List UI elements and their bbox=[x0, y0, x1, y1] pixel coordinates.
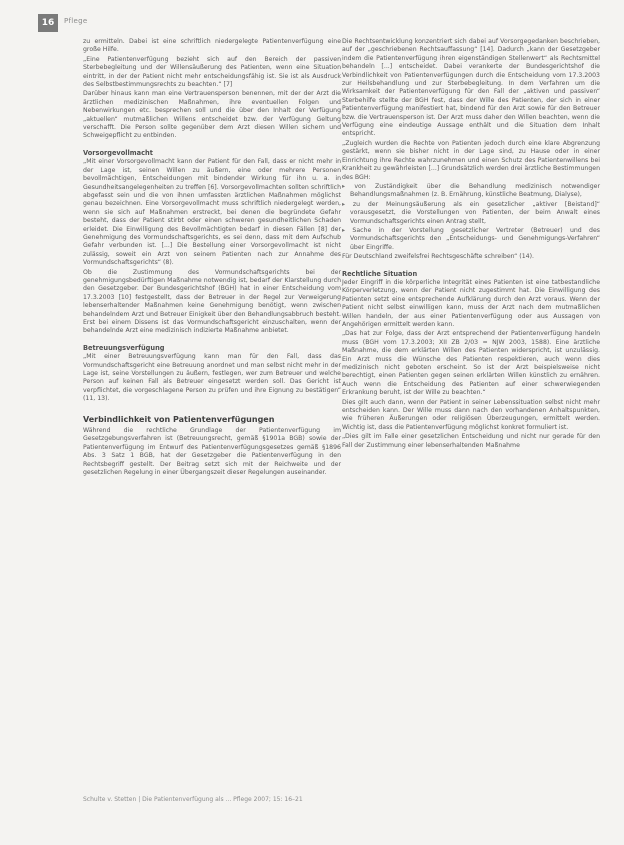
bullet-item: ▸ von Zuständigkeit über die Behandlung medizinisch notwendiger Behandlungsmaßnahmen (z. B. Ernährung, künstliche Beatmung, Dialyse), bbox=[342, 183, 600, 200]
paragraph: „Zugleich wurden die Rechte von Patienten jedoch durch eine klare Abgrenzung gestärkt, wenn sie bisher nicht in der Lage sind, zu Hause oder in einer Einrichtung ihre Rechte wahrzunehmen und einen Schutz des Patientenwillens bei Krankheit zu gewährleisten [...] Grundsätzlich werden drei ärztliche Bestimmungen des BGH: bbox=[342, 139, 601, 181]
paragraph: „Mit einer Vorsorgevollmacht kann der Patient für den Fall, dass er nicht mehr in der Lage ist, seinen Willen zu äußern, eine oder mehrere Personen bevollmächtigen, Entscheidungen mit bindender Wirkung für ihn u. a. in Gesundheitsangelegenheiten zu treffen [6]. Vorsorgevollmachten sollten schriftlich abgefasst sein und die von ihnen umfassten ärztlichen Maßnahmen möglichst genau bezeichnen. Eine Vorsorgevollmacht muss schriftlich niedergelegt werden, wenn sie sich auf Maßnahmen erstreckt, bei denen die begründete Gefahr besteht, dass der Patient stirbt oder einen schweren gesundheitlichen Schaden erleidet. Die Einwilligung des Bevollmächtigten bedarf in diesen Fällen [8] der Genehmigung des Vormundschaftsgerichts, es sei denn, dass mit dem Aufschub Gefahr verbunden ist. [...] Die Bestellung einer Vorsorgevollmacht ist nicht zulässig, soweit ein Arzt von seinem Patienten nach zur Annahme des Vormundschaftsgerichts“ (8). bbox=[83, 158, 341, 267]
right-column bbox=[342, 38, 600, 451]
subheading: Rechtliche Situation bbox=[342, 269, 418, 278]
section-heading: Verbindlichkeit von Patientenverfügungen bbox=[83, 414, 275, 424]
paragraph: zu ermitteln. Dabei ist eine schriftlich niedergelegte Patientenverfügung eine große Hilfe. bbox=[83, 38, 341, 54]
subheading: Vorsorgevollmacht bbox=[83, 148, 153, 157]
paragraph: „Dies gilt im Falle einer gesetzlichen Entscheidung und nicht nur gerade für den Fall der Zustimmung einer lebenserhaltenden Maßnahme bbox=[342, 433, 600, 449]
paragraph: Jeder Eingriff in die körperliche Integrität eines Patienten ist eine tatbestandliche Körperverletzung, wenn der Patient nicht zugestimmt hat. Die Einwilligung des Patienten setzt eine entsprechende Aufklärung durch den Arzt voraus. Wenn der Patient nicht selbst einwilligen kann, muss der Arzt nach dem mutmaßlichen Willen handeln, der aus einer Patientenverfügung oder aus Aussagen von Angehörigen ermittelt werden kann. bbox=[342, 278, 600, 328]
paragraph: Für Deutschland zweifelsfrei Rechtsgeschäfte schreiben“ (14). bbox=[342, 253, 534, 261]
page-header bbox=[38, 14, 614, 32]
paragraph: Ob die Zustimmung des Vormundschaftsgerichts bei der genehmigungsbedürftigen Maßnahme notwendig ist, bedarf der Klarstellung durch den Gesetzgeber. Der Bundesgerichtshof (BGH) hat in einer Entscheidung vom 17.3.2003 [10] festgestellt, dass der Betreuer in der Regel zur Verweigerung lebenserhaltender Maßnahmen keine Genehmigung benötigt, wenn zwischen behandelndem Arzt und Betreuer Einigkeit über den Behandlungsabbruch besteht. Erst bei einem Dissens ist das Vormundschaftsgericht einzuschalten, wenn der behandelnde Arzt eine medizinisch indizierte Maßnahme anbietet. bbox=[83, 268, 341, 335]
paragraph: „Eine Patientenverfügung bezieht sich auf den Bereich der passiven Sterbebegleitung und der Willensäußerung des Patienten, wenn eine Situation eintritt, in der der Patient nicht mehr entscheidungsfähig ist. Sie ist als Ausdruck des Selbstbestimmungsrechts zu beachten.“ [7] bbox=[83, 55, 341, 89]
footer-citation: Schulte v. Stetten | Die Patientenverfügung als ... Pflege 2007; 15: 16–21 bbox=[83, 796, 303, 803]
paragraph: Die Rechtsentwicklung konzentriert sich dabei auf Vorsorgegedanken beschrieben, auf der „geschriebenen Rechtsauffassung“ [14]. Dadurch „kann der Gesetzgeber indem die Patientenverfügung ihren eigenständigen Stellenwert“ als Rechtsmittel behandeln [...] entscheidet. Dabei verankerte der Bundesgerichtshof die Verbindlichkeit von Patientenverfügungen durch die Entscheidung vom 17.3.2003 zur Heilsbehandlung und zur Sterbebegleitung. In dem Verfahren um die Wirksamkeit der Patientenverfügung für den Fall der „aktiven und passiven“ Sterbehilfe stellte der BGH fest, dass der Wille des Patienten, der sich in einer Patientenverfügung manifestiert hat, bindend für den Arzt sowie für den Betreuer bzw. die Vertrauensperson ist. Der Arzt muss daher den Willen beachten, wenn die Verfügung eine eindeutige Aussage enthält und die Situation dem Inhalt entspricht. bbox=[342, 38, 600, 138]
left-column bbox=[83, 38, 341, 479]
paragraph: „Mit einer Betreuungsverfügung kann man für den Fall, dass das Vormundschaftsgericht eine Betreuung anordnet und man selbst nicht mehr in der Lage ist, seine Vorstellungen zu äußern, festlegen, wer zum Betreuer und welche Person auf keinen Fall als Betreuer eingesetzt werden soll. Das Gericht ist verpflichtet, die vorgeschlagene Person zu prüfen und ihre Eignung zu bestätigen“ (11, 13). bbox=[83, 353, 341, 403]
paragraph: Darüber hinaus kann man eine Vertrauensperson benennen, mit der der Arzt die ärztlichen medizinischen Maßnahmen, ihre eventuellen Folgen und Nebenwirkungen etc. besprechen soll und die über den Inhalt der Verfügung „aktuellen“ mutmaßlichen Willens entscheidet bzw. der Verfügung Geltung verschafft. Die Person sollte gegenüber dem Arzt diesen Willen sichern und Schweigepflicht zu entbinden. bbox=[83, 90, 341, 140]
section-label: Pflege bbox=[64, 17, 88, 25]
page-number: 16 bbox=[38, 14, 58, 32]
bullet-item: ▸ Sache in der Vorstellung gesetzlicher Vertreter (Betreuer) und des Vormundschaftsgerichts den „Entscheidungs- und Genehmigungs-Verfahren“ über Eingriffe. bbox=[342, 227, 600, 252]
subheading: Betreuungsverfügung bbox=[83, 343, 165, 352]
bullet-item: ▸ zu der Meinungsäußerung als ein gesetzlicher „aktiver [Beistand]“ vorausgesetzt, die Vorstellungen von Patienten, der beim Anwalt eines Vormundschaftsgerichts einen Antrag stellt, bbox=[342, 201, 600, 226]
paragraph: Während die rechtliche Grundlage der Patientenverfügung im Gesetzgebungsverfahren ist (Betreuungsrecht, gemäß §1901a BGB) sowie der Patientenverfügung im Entwurf des Patientenverfügungsgesetzes gemäß §1896 Abs. 3 Satz 1 BGB, hat der Gesetzgeber die Patientenverfügung in den Rechtsbegriff gestellt. Der Beitrag setzt sich mit der Reichweite und der gesetzlichen Regelung in einer Übergangszeit dieser Regelungen auseinander. bbox=[83, 427, 341, 477]
paragraph: Dies gilt auch dann, wenn der Patient in seiner Lebenssituation selbst nicht mehr entscheiden kann. Der Wille muss dann nach den vorhandenen Anhaltspunkten, wie früheren Äußerungen oder religiösen Überzeugungen, ermittelt werden. Wichtig ist, dass die Patientenverfügung möglichst konkret formuliert ist. bbox=[342, 398, 600, 431]
paragraph: „Das hat zur Folge, dass der Arzt entsprechend der Patientenverfügung handeln muss (BGH vom 17.3.2003; XII ZB 2/03 = NJW 2003, 1588). Eine ärztliche Maßnahme, die dem erklärten Willen des Patienten widerspricht, ist unzulässig. Ein Arzt muss die Wünsche des Patienten respektieren, auch wenn dies medizinisch nicht geboten erscheint. So ist der Arzt beispielsweise nicht berechtigt, einen Patienten gegen seinen erklärten Willen künstlich zu ernähren. Auch wenn die Entscheidung des Patienten auf einer schwerwiegenden Erkrankung beruht, ist der Wille zu beachten.“ bbox=[342, 330, 600, 397]
